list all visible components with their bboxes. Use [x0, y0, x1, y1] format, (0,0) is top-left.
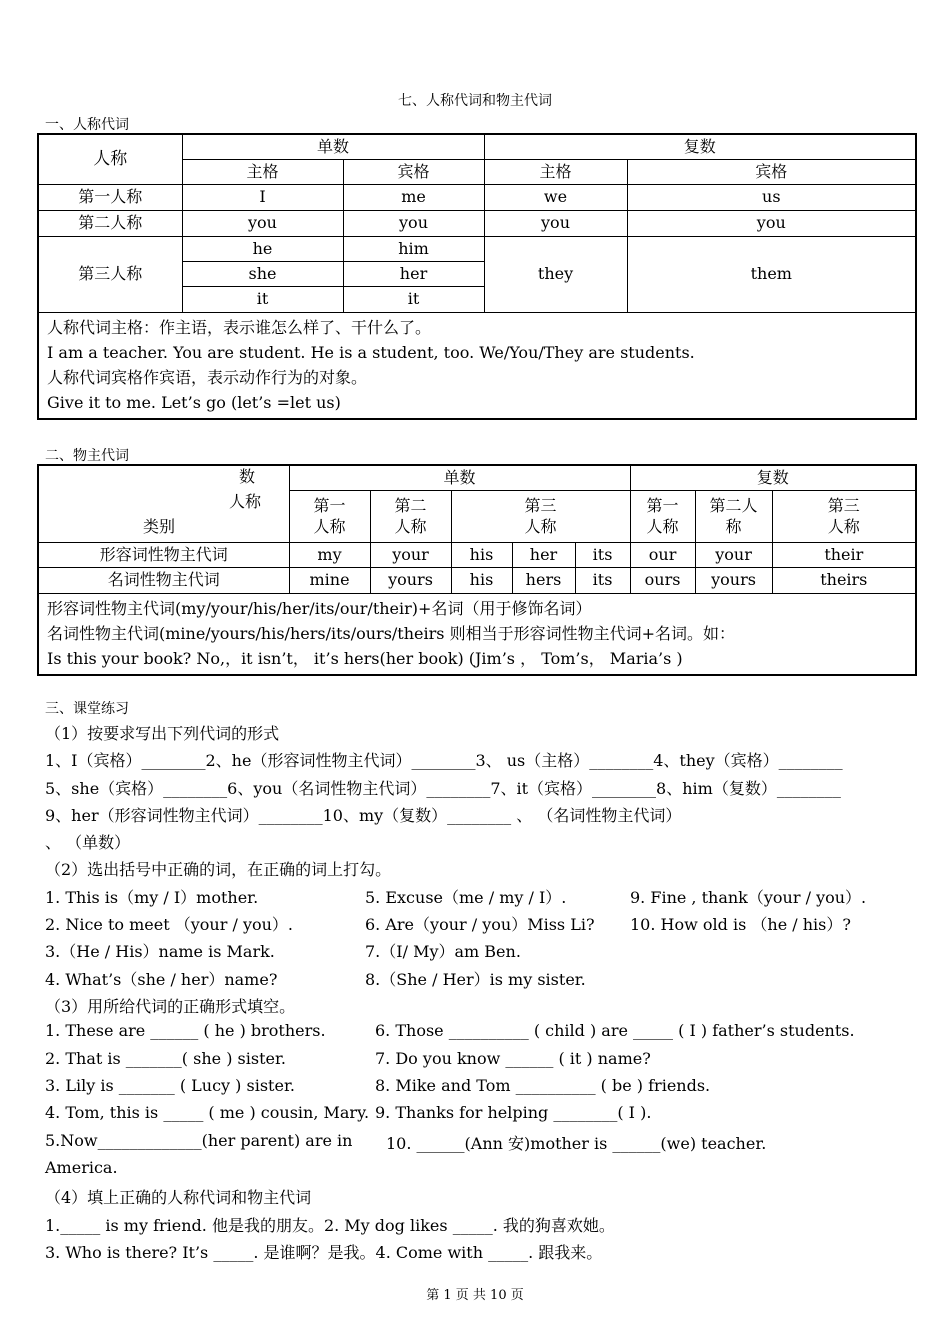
note-line: 形容词性物主代词(my/your/his/her/its/our/their)+名词（用于修饰名词）: [47, 598, 592, 618]
diagonal-header: [38, 465, 289, 542]
cell: his: [451, 542, 512, 567]
header-text: 人称: [313, 516, 346, 536]
exercise-item: 3. Lily is _______ ( Lucy ) sister.: [45, 1076, 295, 1095]
header-pfirst: [630, 490, 695, 542]
header-nominative: 主格: [484, 159, 627, 184]
header-text: 第三: [827, 495, 860, 515]
page-footer: 第 1 页 共 10 页: [426, 1288, 524, 1303]
header-text: 第二: [394, 495, 427, 515]
exercise-item: 1. These are ______ ( he ) brothers.: [45, 1021, 326, 1040]
header-pthird: [772, 490, 916, 542]
cell: theirs: [772, 567, 916, 593]
cell: her: [512, 542, 575, 567]
cell: you: [627, 210, 916, 236]
exercise-item: 2. Nice to meet （your / you）.: [45, 915, 294, 934]
cell: your: [370, 542, 451, 567]
exercise-line: 1、I（宾格）________2、he（形容词性物主代词）________3、 us（主格）________4、they（宾格）________: [45, 751, 843, 770]
exercise-line: 9、her（形容词性物主代词）________10、my（复数）________ 、 （名词性物主代词）: [45, 806, 682, 825]
exercise-item: 5. Excuse（me / my / I）.: [365, 888, 567, 907]
header-psecond: [695, 490, 772, 542]
header-text: 人称: [524, 516, 557, 536]
note-line: Is this your book? No,，it isn’t， it’s hers(her book) (Jim’s ， Tom’s， Maria’s ): [47, 648, 683, 668]
exercise-item: America.: [45, 1158, 118, 1177]
part2-title: （2）选出括号中正确的词，在正确的词上打勾。: [45, 860, 392, 879]
exercise-item: 4. Tom, this is _____ ( me ) cousin, Mary.: [45, 1103, 370, 1122]
note-line: 名词性物主代词(mine/yours/his/hers/its/ours/theirs 则相当于形容词性物主代词+名词。如：: [47, 623, 735, 643]
exercise-item: 8. Mike and Tom __________ ( be ) friends.: [375, 1076, 711, 1095]
header-shu: 数: [239, 467, 256, 486]
cell: us: [627, 184, 916, 210]
header-leibie: 类别: [143, 517, 176, 536]
row-label: 第一人称: [38, 184, 182, 210]
table-notes: [38, 593, 916, 675]
exercise-item: 8.（She / Her）is my sister.: [365, 970, 586, 989]
exercise-item: 7.（I/ My）am Ben.: [365, 942, 521, 961]
cell: our: [630, 542, 695, 567]
page-title: 七、人称代词和物主代词: [398, 93, 552, 109]
section1-heading: 一、人称代词: [45, 117, 129, 133]
header-first: [289, 490, 370, 542]
header-plural: 复数: [484, 134, 916, 159]
section2-heading: 二、物主代词: [45, 448, 129, 464]
exercise-line: 1._____ is my friend. 他是我的朋友。2. My dog likes _____. 我的狗喜欢她。: [45, 1216, 615, 1235]
cell: ours: [630, 567, 695, 593]
exercise-item: 2. That is _______( she ) sister.: [45, 1049, 286, 1068]
cell: yours: [695, 567, 772, 593]
possessive-pronoun-table: [37, 464, 917, 676]
table-notes: [38, 312, 916, 419]
cell: hers: [512, 567, 575, 593]
cell: you: [182, 210, 343, 236]
exercise-item: 9. Thanks for helping ________( I ).: [375, 1103, 652, 1122]
cell: she: [182, 261, 343, 286]
header-second: [370, 490, 451, 542]
exercise-item: 1. This is（my / I）mother.: [45, 888, 259, 907]
row-label: 名词性物主代词: [38, 567, 289, 593]
exercise-item: 5.Now_____________(her parent) are in: [45, 1131, 353, 1150]
cell: his: [451, 567, 512, 593]
cell: you: [343, 210, 484, 236]
header-singular: 单数: [182, 134, 484, 159]
note-line: 人称代词宾格作宾语，表示动作行为的对象。: [47, 367, 368, 387]
header-objective: 宾格: [343, 159, 484, 184]
part4-title: （4）填上正确的人称代词和物主代词: [45, 1188, 312, 1207]
cell: their: [772, 542, 916, 567]
header-text: 人称: [394, 516, 427, 536]
header-text: 人称: [646, 516, 679, 536]
header-text: 第一: [313, 495, 346, 515]
cell: yours: [370, 567, 451, 593]
header-person: 人称: [38, 134, 182, 184]
exercise-item: 10. How old is （he / his）?: [630, 915, 851, 934]
header-singular: 单数: [289, 465, 630, 490]
note-line: I am a teacher. You are student. He is a student, too. We/You/They are students.: [47, 342, 695, 362]
cell: him: [343, 236, 484, 261]
header-third: [451, 490, 630, 542]
header-text: 称: [725, 516, 742, 536]
header-plural: 复数: [630, 465, 916, 490]
cell: your: [695, 542, 772, 567]
exercise-item: 6. Those __________ ( child ) are _____ ( I ) father’s students.: [375, 1021, 855, 1040]
header-text: 人称: [827, 516, 860, 536]
row-label: 第二人称: [38, 210, 182, 236]
cell: he: [182, 236, 343, 261]
part3-title: （3）用所给代词的正确形式填空。: [45, 997, 296, 1016]
exercise-item: 9. Fine , thank（your / you）.: [630, 888, 867, 907]
cell: we: [484, 184, 627, 210]
row-label: 形容词性物主代词: [38, 542, 289, 567]
cell: I: [182, 184, 343, 210]
cell: it: [182, 286, 343, 312]
personal-pronoun-table: [37, 133, 917, 420]
note-line: Give it to me. Let’s go (let’s =let us): [47, 392, 341, 412]
cell: her: [343, 261, 484, 286]
cell: it: [343, 286, 484, 312]
cell: its: [575, 567, 630, 593]
cell: them: [627, 236, 916, 312]
header-objective: 宾格: [627, 159, 916, 184]
cell: you: [484, 210, 627, 236]
header-text: 第三: [524, 495, 557, 515]
exercise-item: 6. Are（your / you）Miss Li?: [365, 915, 595, 934]
header-text: 第二人: [709, 495, 758, 515]
cell: me: [343, 184, 484, 210]
exercise-item: 7. Do you know ______ ( it ) name?: [375, 1049, 651, 1068]
exercise-item: 4. What’s（she / her）name?: [45, 970, 278, 989]
exercise-line: 3. Who is there? It’s _____. 是谁啊？是我。4. Come with _____. 跟我来。: [45, 1243, 603, 1262]
exercise-line: 、 （单数）: [45, 833, 131, 852]
row-label: 第三人称: [38, 236, 182, 312]
exercise-line: 5、she（宾格）________6、you（名词性物主代词）________7、it（宾格）________8、him（复数）________: [45, 779, 841, 798]
header-renchen: 人称: [229, 492, 262, 511]
cell: mine: [289, 567, 370, 593]
note-line: 人称代词主格：作主语，表示谁怎么样了、干什么了。: [47, 317, 432, 337]
cell: they: [484, 236, 627, 312]
exercise-item: 3.（He / His）name is Mark.: [45, 942, 275, 961]
cell: its: [575, 542, 630, 567]
exercise-item: 10. ______(Ann 安)mother is ______(we) teacher.: [386, 1134, 767, 1153]
cell: my: [289, 542, 370, 567]
header-text: 第一: [646, 495, 679, 515]
header-nominative: 主格: [182, 159, 343, 184]
part1-title: （1）按要求写出下列代词的形式: [45, 724, 280, 743]
section3-heading: 三、课堂练习: [45, 701, 129, 717]
